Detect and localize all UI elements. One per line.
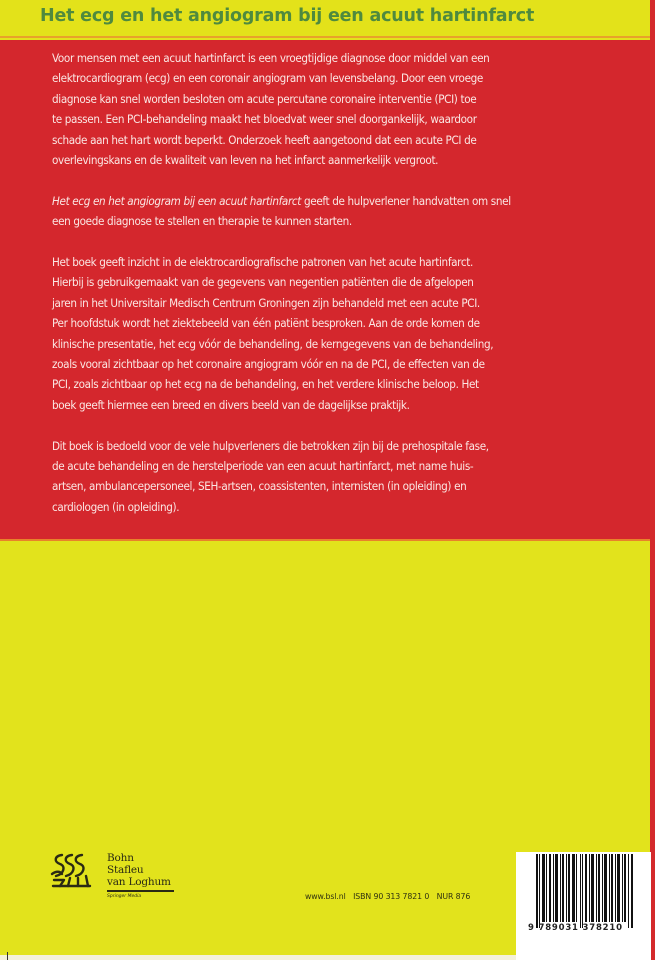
barcode-box	[516, 852, 651, 960]
text-line: diagnose kan snel worden besloten om acute percutane coronaire interventie (PCI) toe	[52, 91, 477, 106]
publisher-subtitle: Springer Media	[107, 894, 142, 899]
italic-book-title: Het ecg en het angiogram bij een acuut hartinfarct	[52, 193, 302, 208]
text-span: geeft de hulpverlener handvatten om snel	[301, 193, 511, 208]
text-line	[52, 191, 622, 211]
bsl-swans-logo-icon	[50, 852, 92, 888]
text-line: cardiologen (in opleiding).	[52, 499, 180, 514]
book-title: Het ecg en het angiogram bij een acuut hartinfarct	[40, 6, 535, 26]
publisher-website: www.bsl.nl	[305, 892, 346, 901]
isbn-number: ISBN 90 313 7821 0	[353, 892, 430, 901]
logo-divider	[107, 890, 174, 892]
text-line: boek geeft hiermee een breed en divers beeld van de dagelijkse praktijk.	[52, 397, 410, 412]
text-line: Dit boek is bedoeld voor de vele hulpverleners die betrokken zijn bij de prehospitale fase,	[52, 438, 489, 453]
text-line: PCI, zoals zichtbaar op het ecg na de behandeling, en het verdere klinische beloop. Het	[52, 377, 479, 392]
blurb-paragraph-4	[52, 436, 622, 518]
text-line: te passen. Een PCI-behandeling maakt het bloedvat weer snel doorgankelijk, waardoor	[52, 112, 477, 127]
publisher-name-line: Stafleu	[107, 864, 144, 876]
text-line: schade aan het hart wordt beperkt. Onderzoek heeft aangetoond dat een acute PCI de	[52, 132, 477, 147]
text-line: klinische presentatie, het ecg vóór de behandeling, de kerngegevens van de behandeling,	[52, 336, 494, 351]
text-line: een goede diagnose te stellen en therapie te kunnen starten.	[52, 214, 352, 229]
publisher-logo	[50, 852, 180, 907]
ean-barcode-icon	[536, 854, 633, 928]
text-line: overlevingskans en de kwaliteit van leven na het infarct aanmerkelijk vergroot.	[52, 153, 439, 168]
publisher-name	[107, 852, 171, 888]
title-band	[0, 0, 650, 38]
text-line: zoals vooral zichtbaar op het coronaire angiogram vóór en na de PCI, de effecten van de	[52, 357, 485, 372]
text-line: Hierbij is gebruikgemaakt van de gegevens van negentien patiënten die de afgelopen	[52, 275, 474, 290]
text-line: Per hoofdstuk wordt het ziektebeeld van één patiënt besproken. Aan de orde komen de	[52, 316, 480, 331]
crop-mark	[7, 952, 8, 960]
text-line: de acute behandeling en de herstelperiode van een acuut hartinfarct, met name huis-	[52, 459, 474, 474]
publisher-name-line: Bohn	[107, 852, 134, 864]
bottom-edge-strip	[0, 955, 516, 960]
publisher-name-line: van Loghum	[107, 876, 171, 888]
nur-code: NUR 876	[436, 892, 471, 901]
blurb-text	[52, 48, 622, 517]
blurb-paragraph-2	[52, 191, 622, 232]
text-line: Het boek geeft inzicht in de elektrocardiografische patronen van het acute hartinfarct.	[52, 255, 473, 270]
imprint-line	[305, 892, 475, 901]
text-line: elektrocardiogram (ecg) en een coronair angiogram van levensbelang. Door een vroege	[52, 71, 483, 86]
text-line: jaren in het Universitair Medisch Centrum Groningen zijn behandeld met een acute PCI.	[52, 295, 480, 310]
barcode-number: 9 789031 378210	[528, 923, 623, 933]
blurb-paragraph-3	[52, 252, 622, 415]
text-line: Voor mensen met een acuut hartinfarct is een vroegtijdige diagnose door middel van een	[52, 51, 490, 65]
text-line: artsen, ambulancepersoneel, SEH-artsen, coassistenten, internisten (in opleiding) en	[52, 479, 467, 494]
right-edge-strip	[650, 0, 655, 960]
blurb-panel	[0, 40, 655, 541]
blurb-paragraph-1	[52, 48, 622, 170]
